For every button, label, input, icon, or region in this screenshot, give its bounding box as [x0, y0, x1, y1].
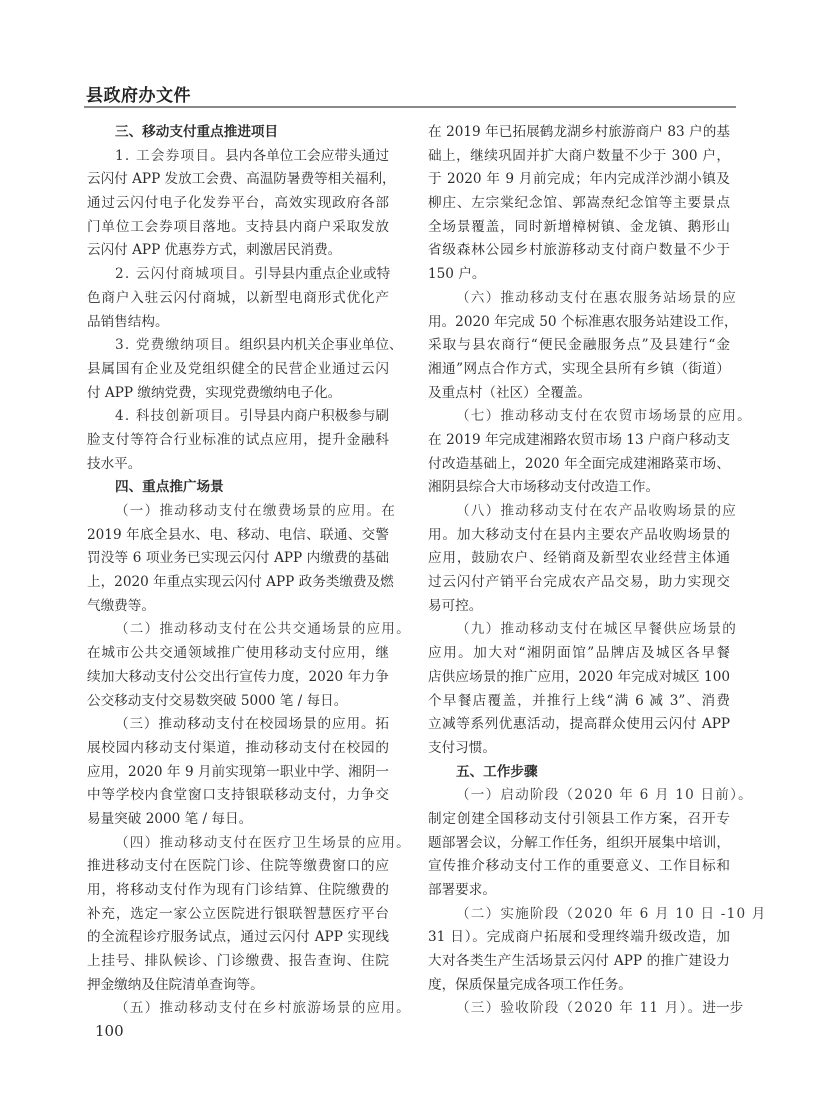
- text-line: 色商户入驻云闪付商城，以新型电商形式优化产: [87, 289, 389, 306]
- section-heading: 五、工作步骤: [456, 763, 538, 780]
- text-line: 云闪付 APP 发放工会费、高温防暑费等相关福利，: [87, 171, 396, 188]
- text-line: 付 APP 缴纳党费，实现党费缴纳电子化。: [87, 384, 342, 401]
- text-line: 县属国有企业及党组织健全的民营企业通过云闪: [87, 360, 389, 377]
- text-line: 立减等系列优惠活动，提高群众使用云闪付 APP: [428, 716, 730, 733]
- text-line: 150 户。: [428, 266, 486, 283]
- paragraph-lead: （七）推动移动支付在农贸市场场景的应用。: [456, 408, 752, 425]
- text-line: [87, 263, 389, 287]
- paragraph-text: 县内各单位工会应带头通过: [225, 147, 390, 164]
- paragraph: [87, 618, 411, 713]
- text-line: 用，将移动支付作为现有门诊结算、住院缴费的: [87, 882, 389, 898]
- text-line: 部署要求。: [428, 882, 496, 898]
- text-line: 中等学校内食堂窗口支持银联移动支付，力争交: [87, 787, 389, 804]
- text-line: 全场景覆盖，同时新增樟树镇、金龙镇、鹅形山: [428, 218, 730, 235]
- text-line: [428, 997, 744, 1021]
- text-line: 在城市公共交通领域推广使用移动支付应用，继: [87, 645, 389, 662]
- paragraph: [428, 405, 752, 500]
- text-line: [428, 903, 767, 927]
- text-line: 押金缴纳及住院清单查询等。: [87, 976, 264, 993]
- text-line: 应用，鼓励农户、经销商及新型农业经营主体通: [428, 550, 730, 567]
- right-column: [428, 121, 767, 1021]
- paragraph: [87, 997, 411, 1021]
- text-line: 店供应场景的推广应用，2020 年完成对城区 100: [428, 668, 730, 685]
- text-line: 及重点村（社区）全覆盖。: [428, 384, 592, 401]
- paragraph-lead: 2. 云闪付商城项目。: [115, 266, 255, 283]
- paragraph-text: 引导县内重点企业或特: [254, 266, 391, 283]
- text-line: 宣传推介移动支付工作的重要意义、工作目标和: [428, 858, 730, 875]
- text-line: 品销售结构。: [87, 313, 169, 330]
- paragraph-lead: （二）推动移动支付在公共交通场景的应用。: [115, 621, 411, 638]
- document-header-title: 县政府办文件: [86, 86, 191, 106]
- text-line: [87, 500, 395, 524]
- paragraph: [87, 334, 403, 405]
- text-line: 补充，选定一家公立医院进行银联智慧医疗平台: [87, 905, 389, 922]
- text-line: 上挂号、排队候诊、门诊缴费、报告查询、住院: [87, 953, 389, 970]
- paragraph-lead: （一）启动阶段（2020 年 6 月 10 日前）。: [456, 787, 753, 804]
- text-line: 采取与县农商行“便民金融服务点”及县建行“金: [428, 337, 730, 354]
- paragraph-lead: （九）推动移动支付在城区早餐供应场景的: [456, 621, 738, 638]
- text-line: 省级森林公园乡村旅游移动支付商户数量不少于: [428, 242, 730, 259]
- text-line: [428, 618, 738, 642]
- paragraph-lead: （一）推动移动支付在缴费场景的应用。: [115, 503, 382, 519]
- text-line: 付改造基础上，2020 年全面完成建湘路菜市场、: [428, 455, 730, 472]
- paragraph-lead: 1. 工会券项目。: [115, 147, 226, 164]
- text-line: 支付习惯。: [428, 739, 496, 756]
- text-line: 题部署会议，分解工作任务，组织开展集中培训，: [428, 834, 730, 851]
- text-line: 的全流程诊疗服务试点，通过云闪付 APP 实现线: [87, 929, 389, 946]
- paragraph: [87, 500, 395, 618]
- header-divider: [84, 106, 736, 108]
- text-line: 31 日）。完成商户拓展和受理终端升级改造，加: [428, 929, 730, 946]
- section-heading: 三、移动支付重点推进项目: [115, 124, 279, 140]
- text-line: 技水平。: [87, 455, 142, 472]
- text-line: 脸支付等符合行业标准的试点应用，提升金融科: [87, 431, 389, 448]
- text-line: 门单位工会券项目落地。支持县内商户采取发放: [87, 218, 389, 235]
- text-line: 应用。加大对“湘阴面馆”品牌店及城区各早餐: [428, 645, 730, 662]
- paragraph-text: 进一步: [702, 1000, 744, 1017]
- paragraph: [87, 832, 411, 998]
- text-line: 罚没等 6 项业务已实现云闪付 APP 内缴费的基础: [87, 550, 389, 567]
- paragraph-lead: （二）实施阶段（2020 年 6 月 10 日 -10 月: [456, 905, 767, 922]
- paragraph-lead: （四）推动移动支付在医疗卫生场景的应用。: [115, 834, 411, 851]
- paragraph-lead: （五）推动移动支付在乡村旅游场景的应用。: [115, 1000, 411, 1017]
- text-line: 云闪付 APP 优惠券方式，刺激居民消费。: [87, 242, 342, 259]
- text-line: 气缴费等。: [87, 597, 155, 614]
- text-line: 大对各类生产生活场景云闪付 APP 的推广建设力: [428, 953, 730, 970]
- text-line: 易量突破 2000 笔 / 每日。: [87, 810, 253, 827]
- text-line: 续加大移动支付公交出行宣传力度，2020 年力争: [87, 668, 389, 685]
- text-line: 展校园内移动支付渠道，推动移动支付在校园的: [87, 739, 389, 756]
- paragraph: [87, 145, 396, 263]
- text-line: 在 2019 年已拓展鹤龙湖乡村旅游商户 83 户的基: [428, 124, 730, 140]
- paragraph: [428, 287, 738, 405]
- text-line: [87, 618, 411, 642]
- paragraph: [428, 903, 767, 998]
- text-line: （三）推动移动支付在校园场景的应用。拓: [115, 716, 389, 733]
- text-line: 上，2020 年重点实现云闪付 APP 政务类缴费及燃: [87, 574, 394, 591]
- text-line: [428, 287, 738, 311]
- text-line: [428, 500, 738, 524]
- paragraph-lead: 4. 科技创新项目。: [115, 408, 240, 425]
- text-line: [87, 832, 411, 856]
- left-column: [87, 121, 411, 1021]
- text-line: 通过云闪付电子化发券平台，高效实现政府各部: [87, 195, 389, 212]
- text-line: 湘阴县综合大市场移动支付改造工作。: [428, 479, 660, 496]
- text-line: 个早餐店覆盖，并推行上线“满 6 减 3”、消费: [428, 692, 730, 709]
- text-line: [87, 145, 389, 169]
- paragraph-text: 组织县内机关企事业单位、: [239, 337, 403, 354]
- text-line: 应用，2020 年 9 月前实现第一职业中学、湘阴一: [87, 763, 389, 780]
- text-line: 用。加大移动支付在县内主要农产品收购场景的: [428, 526, 730, 543]
- paragraph: [87, 405, 389, 476]
- text-line: 用。2020 年完成 50 个标准惠农服务站建设工作，: [428, 313, 738, 330]
- paragraph-lead: （八）推动移动支付在农产品收购场景的应: [456, 503, 738, 519]
- page-number: 100: [95, 1022, 124, 1040]
- paragraph: [428, 997, 744, 1021]
- text-line: 制定创建全国移动支付引领县工作方案，召开专: [428, 810, 730, 827]
- text-line: 2019 年底全县水、电、移动、电信、联通、交警: [87, 526, 389, 543]
- text-line: [87, 997, 411, 1021]
- text-line: 湘通”网点合作方式，实现全县所有乡镇（街道）: [428, 360, 730, 377]
- text-line: 推进移动支付在医院门诊、住院等缴费窗口的应: [87, 858, 389, 875]
- paragraph: [428, 784, 753, 902]
- paragraph: [87, 263, 389, 334]
- paragraph: [87, 713, 389, 831]
- text-line: 公交移动支付交易数突破 5000 笔 / 每日。: [87, 692, 348, 709]
- paragraph-lead: （六）推动移动支付在惠农服务站场景的应: [456, 289, 738, 306]
- text-line: [87, 405, 389, 429]
- text-line: 柳庄、左宗棠纪念馆、郭嵩焘纪念馆等主要景点: [428, 195, 730, 212]
- paragraph-text: 引导县内商户积极参与刷: [239, 408, 390, 425]
- text-line: 于 2020 年 9 月前完成；年内完成洋沙湖小镇及: [428, 171, 730, 188]
- text-line: 过云闪付产销平台完成农产品交易，助力实现交: [428, 574, 730, 591]
- section-heading: 四、重点推广场景: [115, 479, 224, 496]
- text-line: [428, 784, 753, 808]
- text-line: 度，保质保量完成各项工作任务。: [428, 976, 632, 993]
- text-line: 在 2019 年完成建湘路农贸市场 13 户商户移动支: [428, 431, 730, 448]
- paragraph: [428, 121, 730, 287]
- text-line: 础上，继续巩固并扩大商户数量不少于 300 户，: [428, 147, 730, 164]
- paragraph-lead: （三）验收阶段（2020 年 11 月）。: [456, 1000, 703, 1017]
- text-line: 易可控。: [428, 597, 483, 614]
- paragraph: [428, 618, 738, 760]
- paragraph-text: 在: [381, 503, 395, 519]
- paragraph-lead: 3. 党费缴纳项目。: [115, 337, 240, 354]
- paragraph: [428, 500, 738, 618]
- text-line: [428, 405, 752, 429]
- text-line: [87, 334, 403, 358]
